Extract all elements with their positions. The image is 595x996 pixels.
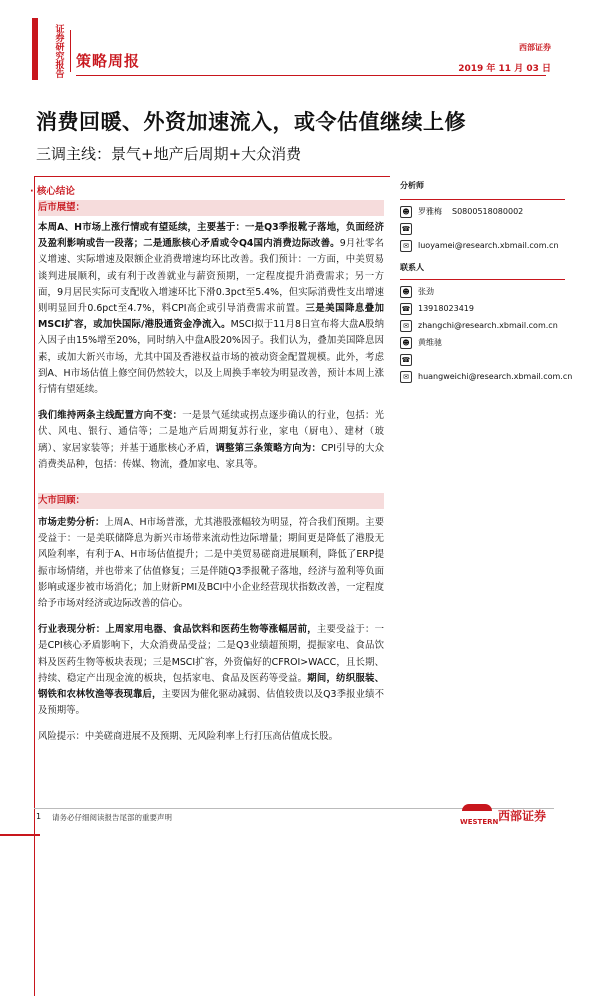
analyst-phone-row — [400, 220, 565, 237]
email-icon: ✉ — [400, 320, 412, 332]
footer-disclaimer: 请务必仔细阅读报告尾部的重要声明 — [52, 813, 172, 822]
analyst-email-row — [400, 237, 565, 254]
contact1-email-row — [400, 317, 565, 334]
contact-heading: 联系人 — [400, 263, 424, 272]
analyst-email[interactable]: luoyamei@research.xbmail.com.cn — [418, 241, 559, 250]
paragraph-strategy: 我们维持两条主线配置方向不变：一是景气延续或拐点逐步确认的行业，包括：光伏、风电、银行、通信等；二是地产后周期复苏行业，家电（厨电）、建材（玻璃）、家居家装等；并基于通胀核心矛盾，调整第三条策略方向为：CPI引导的大众消费类品种，包括：传媒、物流，叠加家电、家具等。 — [38, 410, 384, 470]
header-accent-bar — [32, 18, 38, 80]
analyst-id: S0800518080002 — [452, 207, 524, 216]
contact1-phone-row — [400, 300, 565, 317]
contact2-email[interactable]: huangweichi@research.xbmail.com.cn — [418, 372, 573, 381]
section-outlook: 后市展望： — [38, 200, 384, 216]
contact2-phone-row — [400, 351, 565, 368]
paragraph-market: 市场走势分析：上周A、H市场普涨，尤其港股涨幅较为明显，符合我们预期。主要受益于：一是美联储降息为新兴市场带来流动性边际增量；期间更是降低了港股无风险利率，有利于A、H市场估值提升；二是中美贸易磋商进展顺利，降低了ERP提振市场情绪，并也带来了估值修复；三是伴随Q3季报靴子落地，经济与盈利等负面影响或逐步被市场消化；加上财新PMI及BCI中小企业经营现状指数改善，一定程度给予市场对经济或边际改善的信心。 — [38, 517, 384, 610]
person-icon: ☻ — [400, 337, 412, 349]
page-number: 1 — [36, 812, 42, 821]
core-heading: · 核心结论 — [30, 186, 75, 197]
header-divider — [70, 30, 71, 72]
email-icon: ✉ — [400, 240, 412, 252]
page-subtitle: 三调主线：景气+地产后周期+大众消费 — [36, 145, 302, 163]
page-title: 消费回暖、外资加速流入，或令估值继续上修 — [36, 110, 466, 134]
header-rule — [76, 75, 546, 76]
analyst-row — [400, 203, 565, 220]
person-icon: ☻ — [400, 206, 412, 218]
left-rule — [34, 176, 35, 996]
phone-icon: ☎ — [401, 355, 411, 364]
email-icon: ✉ — [400, 371, 412, 383]
footer-brand-cn: 西部证券 — [498, 809, 547, 823]
report-date: 2019 年 11 月 03 日 — [458, 64, 551, 74]
contact1-name: 张劲 — [418, 287, 434, 296]
paragraph-outlook: 本周A、H市场上涨行情或有望延续，主要基于：一是Q3季报靴子落地，负面经济及盈利影响或告一段落；二是通胀核心矛盾或令Q4国内消费边际改善。9月社零名义增速、实际增速及限额企业消费增速均环比改善。我们预计：一方面，中美贸易谈判进展顺利，或有利于改善就业与薪资预期，一定程度提升消费需求；另一方面，9月居民实际可支配收入增速环比下滑0.3pct至5.4%，但实际消费性支出增速则明显回升0.6pct至4.7%，料CPI高企或引导消费需求前置。三是美国降息叠加MSCI扩容，或加快国际/港股通资金净流入。MSCI拟于11月8日宣布将大盘A股纳入因子由15%增至20%，同时纳入中盘A股20%因子。我们认为，叠加美国降息因素，或加大新兴市场，尤其中国及香港权益市场的被动资金配置规模。此外，考虑到A、H市场估值上修空间仍然较大，以及上周换手率较为明显改善，预计本周上涨行情有望延续。 — [38, 222, 385, 396]
title-rule — [34, 176, 390, 177]
phone-icon: ☎ — [401, 304, 411, 313]
paragraph-risk: 风险提示：中美磋商进展不及预期、无风险利率上行打压高估值成长股。 — [38, 731, 339, 743]
section-review: 大市回顾： — [38, 493, 384, 509]
analyst-heading: 分析师 — [400, 181, 424, 190]
analyst-name: 罗雅梅 — [418, 207, 442, 216]
paragraph-industry: 行业表现分析：上周家用电器、食品饮料和医药生物等涨幅居前，主要受益于：一是CPI核心矛盾影响下，大众消费品受益；二是Q3业绩超预期，提振家电、食品饮料及医药生物等板块表现；三是MSCI扩容，外资偏好的CFROI>WACC，且长期、持续、稳定产出现金流的板块，包括家电、食品及医药等受益。期间，纺织服装、钢铁和农林牧渔等表现靠后，主要因为催化驱动减弱、估值较贵以及Q3季报业绩不及预期等。 — [38, 624, 384, 717]
contact1-row — [400, 283, 565, 300]
sidebar — [400, 180, 573, 385]
contact1-phone: 13918023419 — [418, 304, 474, 313]
contact2-name: 黄维驰 — [418, 338, 442, 347]
bottom-corner-accent — [0, 834, 40, 844]
contact1-email[interactable]: zhangchi@research.xbmail.com.cn — [418, 321, 558, 330]
footer-brand-en: WESTERN — [460, 818, 499, 826]
brand-name: 西部证券 — [519, 43, 551, 52]
report-type: 策略周报 — [76, 52, 141, 70]
vertical-report-label: 证券研究报告 — [55, 25, 65, 80]
main-content — [38, 200, 384, 746]
person-icon: ☻ — [400, 286, 412, 298]
phone-icon: ☎ — [401, 224, 411, 233]
contact2-row — [400, 334, 565, 351]
western-logo-icon — [462, 804, 492, 811]
contact2-email-row — [400, 368, 573, 385]
